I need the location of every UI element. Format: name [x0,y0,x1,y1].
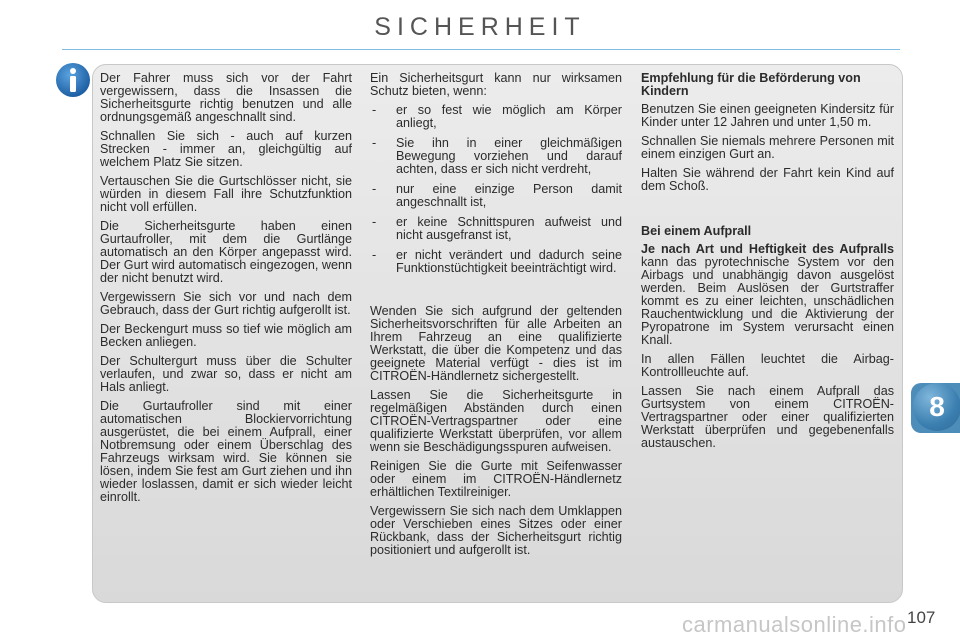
paragraph: Die Gurtaufroller sind mit einer automatischen Blockiervorrichtung ausgerüstet, die bei einem Aufprall, einer Notbremsung oder einem Überschlag des Fahrzeugs wirksam wird. Sie können sie lösen, indem Sie fest am Gurt ziehen und ihn wieder loslassen, damit er sich wieder leicht einrollt. [100,399,352,504]
list-item: - Sie ihn in einer gleichmäßigen Bewegung vorziehen und darauf achten, dass er sich nicht verdreht, [370,137,622,176]
list-item: - er keine Schnittspuren aufweist und nicht ausgefranst ist, [370,216,622,242]
paragraph: Schnallen Sie niemals mehrere Personen mit einem einzigen Gurt an. [641,134,894,161]
column-belt-conditions [370,72,622,563]
watermark: carmanualsonline.info [682,612,907,637]
paragraph: Der Schultergurt muss über die Schulter verlaufen, und zwar so, dass er nicht am Hals anliegt. [100,354,352,394]
paragraph: Vertauschen Sie die Gurtschlösser nicht, sie würden in diesem Fall ihre Schutzfunktion nicht voll erfüllen. [100,174,352,214]
intro-text: Ein Sicherheitsgurt kann nur wirksamen Schutz bieten, wenn: [370,71,622,98]
paragraph: Vergewissern Sie sich vor und nach dem Gebrauch, dass der Gurt richtig aufgerollt ist. [100,290,352,317]
paragraph: Lassen Sie die Sicherheitsgurte in regelmäßigen Abständen durch einen CITROËN-Vertragspartner oder eine qualifizierte Werkstatt überprüfen, vor allem wenn sie Beschädigungsspuren aufweisen. [370,388,622,454]
paragraph: Halten Sie während der Fahrt kein Kind auf dem Schoß. [641,166,894,193]
section-heading-children: Empfehlung für die Beförderung von Kindern [641,71,861,98]
paragraph: Reinigen Sie die Gurte mit Seifenwasser oder einem im CITROËN-Händlernetz erhältlichen Textilreiniger. [370,459,622,499]
info-icon [55,62,91,98]
paragraph-impact [641,243,894,347]
list-item: - nur eine einzige Person damit angeschnallt ist, [370,183,622,209]
chapter-number-badge: 8 [913,383,960,431]
title-divider [62,49,900,50]
section-heading-impact: Bei einem Aufprall [641,224,752,238]
paragraph: Lassen Sie nach einem Aufprall das Gurtsystem von einem CITROËN-Vertragspartner oder einer qualifizierten Werkstatt überprüfen und gegebenenfalls austauschen. [641,384,894,450]
column-general-rules [100,72,352,510]
paragraph: In allen Fällen leuchtet die Airbag-Kontrollleuchte auf. [641,352,894,379]
paragraph: Der Beckengurt muss so tief wie möglich am Becken anliegen. [100,322,352,349]
paragraph: Schnallen Sie sich - auch auf kurzen Strecken - immer an, gleichgültig auf welchem Platz Sie sitzen. [100,129,352,169]
paragraph: Vergewissern Sie sich nach dem Umklappen oder Verschieben eines Sitzes oder einer Rückbank, dass der Sicherheitsgurt richtig positioniert und aufgerollt ist. [370,504,622,557]
list-item: - er so fest wie möglich am Körper anliegt, [370,104,622,130]
condition-list [370,104,622,275]
list-item: - er nicht verändert und dadurch seine Funktionstüchtigkeit beeinträchtigt wird. [370,249,622,275]
impact-bold-text: Je nach Art und Heftigkeit des Aufpralls [641,242,894,256]
paragraph: Wenden Sie sich aufgrund der geltenden Sicherheitsvorschriften für alle Arbeiten an Ihrem Fahrzeug an eine qualifizierte Werkstatt, die über die Kompetenz und das geeignete Material verfügt - dies ist im CITROËN-Händlernetz sichergestellt. [370,304,622,383]
paragraph: Benutzen Sie einen geeigneten Kindersitz für Kinder unter 12 Jahren und unter 1,50 m. [641,102,894,129]
column-children-impact [641,72,894,456]
page-number: 107 [907,608,936,627]
paragraph: Die Sicherheitsgurte haben einen Gurtaufroller, mit dem die Gurtlänge automatisch an den Körper angepasst wird. Der Gurt wird automatisch eingezogen, wenn der nicht benutzt wird. [100,219,353,285]
paragraph: Der Fahrer muss sich vor der Fahrt vergewissern, dass die Insassen die Sicherheitsgurte richtig benutzen und alle ordnungsgemäß angeschnallt sind. [100,71,352,124]
page-title: SICHERHEIT [374,13,586,41]
impact-text: kann das pyrotechnische System vor den Airbags und unabhängig davon ausgelöst werden. Beim Auslösen der Gurtstraffer kommt es zu einer leichten, unschädlichen Rauchentwicklung und die Aktivierung der Pyropatrone im System verursacht einen Knall. [641,255,894,347]
